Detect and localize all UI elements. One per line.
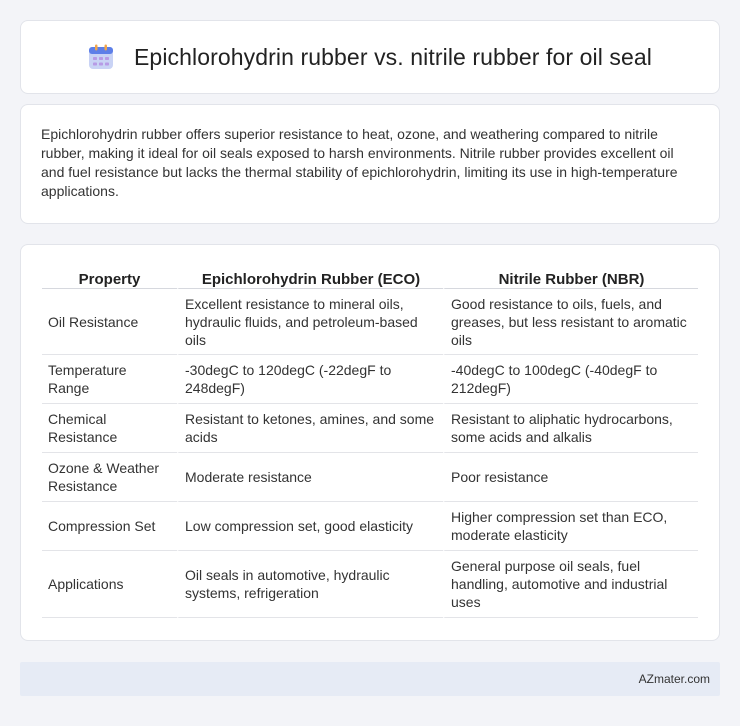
eco-cell: Resistant to ketones, amines, and some acids bbox=[177, 404, 443, 453]
calendar-icon bbox=[88, 44, 114, 70]
column-header-property: Property bbox=[42, 265, 177, 289]
intro-card bbox=[20, 104, 720, 224]
page-title: Epichlorohydrin rubber vs. nitrile rubber for oil seal bbox=[133, 43, 653, 70]
property-cell: Applications bbox=[42, 551, 177, 618]
nbr-cell: Resistant to aliphatic hydrocarbons, some acids and alkalis bbox=[443, 404, 698, 453]
title-card bbox=[20, 20, 720, 94]
column-header-nbr: Nitrile Rubber (NBR) bbox=[443, 265, 698, 289]
nbr-cell: Poor resistance bbox=[443, 453, 698, 502]
comparison-table-card bbox=[20, 244, 720, 641]
eco-cell: Low compression set, good elasticity bbox=[177, 502, 443, 551]
nbr-cell: -40degC to 100degC (-40degF to 212degF) bbox=[443, 355, 698, 404]
table-row bbox=[42, 551, 698, 618]
table-row bbox=[42, 404, 698, 453]
eco-cell: -30degC to 120degC (-22degF to 248degF) bbox=[177, 355, 443, 404]
property-cell: Oil Resistance bbox=[42, 289, 177, 355]
nbr-cell: Good resistance to oils, fuels, and greases, but less resistant to aromatic oils bbox=[443, 289, 698, 355]
eco-cell: Oil seals in automotive, hydraulic systems, refrigeration bbox=[177, 551, 443, 618]
nbr-cell: Higher compression set than ECO, moderate elasticity bbox=[443, 502, 698, 551]
table-row bbox=[42, 453, 698, 502]
table-row bbox=[42, 355, 698, 404]
table-row bbox=[42, 502, 698, 551]
footer-bar bbox=[20, 662, 720, 696]
property-cell: Temperature Range bbox=[42, 355, 177, 404]
eco-cell: Moderate resistance bbox=[177, 453, 443, 502]
eco-cell: Excellent resistance to mineral oils, hydraulic fluids, and petroleum-based oils bbox=[177, 289, 443, 355]
footer-brand[interactable]: AZmater.com bbox=[638, 672, 710, 686]
column-header-eco: Epichlorohydrin Rubber (ECO) bbox=[177, 265, 443, 289]
property-cell: Ozone & Weather Resistance bbox=[42, 453, 177, 502]
intro-text: Epichlorohydrin rubber offers superior resistance to heat, ozone, and weathering compared to nitrile rubber, making it ideal for oil seals exposed to harsh environments. Nitrile rubber provides excellent oil and fuel resistance but lacks the thermal stability of epichlorohydrin, limiting its use in high-temperature applications. bbox=[41, 126, 678, 199]
table-header-row bbox=[42, 265, 698, 289]
property-cell: Compression Set bbox=[42, 502, 177, 551]
property-cell: Chemical Resistance bbox=[42, 404, 177, 453]
nbr-cell: General purpose oil seals, fuel handling, automotive and industrial uses bbox=[443, 551, 698, 618]
table-row bbox=[42, 289, 698, 355]
comparison-table bbox=[42, 265, 698, 618]
